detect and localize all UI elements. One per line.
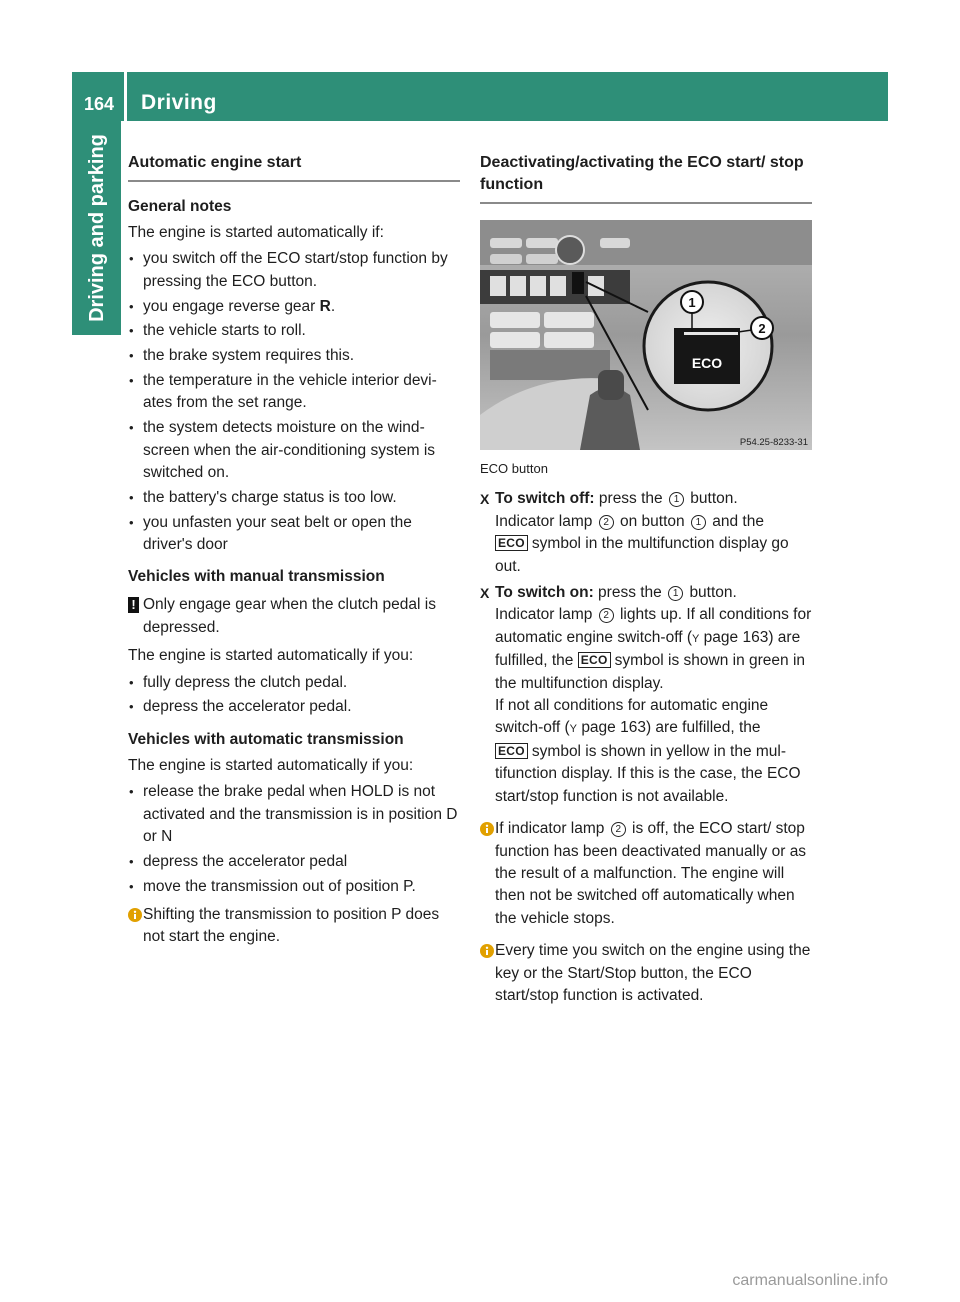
section-title: Driving [141, 91, 217, 114]
pageref-icon: Y [569, 723, 577, 736]
heading-automatic-engine-start: Automatic engine start [128, 152, 460, 182]
list-item: • the temperature in the vehicle interior deviates from the set range. [128, 370, 460, 415]
manual-warning-text: Only engage gear when the clutch pedal is depressed. [143, 596, 436, 636]
eco-button-figure [480, 220, 812, 450]
auto-intro: The engine is started automatically if you: [128, 756, 414, 774]
text: lights up. If all conditions for automatic engine switch-off ( [495, 606, 812, 646]
heading-automatic: Vehicles with automatic transmission [128, 730, 404, 748]
text: page 163) are fulfilled, the [581, 719, 761, 737]
list-item: • the battery's charge status is too low. [128, 487, 460, 509]
auto-list [128, 781, 460, 898]
text: is off, the ECO start/ stop function has been deactivated manually or as the result of a malfunction. The engine will then not be switched off automatically when the vehicle stops. [495, 820, 807, 927]
header-divider [124, 72, 127, 121]
manual-list [128, 672, 460, 719]
callout-2-icon: 2 [599, 515, 614, 530]
figure-callout-1: 1 [688, 295, 696, 310]
right-column [480, 152, 812, 1013]
figure-callout-2: 2 [758, 321, 766, 336]
list-item: • depress the accelerator pedal. [128, 696, 460, 718]
text: press the [598, 490, 663, 508]
list-item: • the brake system requires this. [128, 345, 460, 367]
heading-general-notes: General notes [128, 198, 232, 215]
eco-symbol-icon: ECO [495, 743, 528, 759]
text: If not all conditions for automatic engine switch-off ( [495, 697, 769, 737]
text: page 163) are fulfilled, the [495, 628, 801, 670]
auto-note-text: Shifting the transmission to position P does not start the engine. [143, 906, 440, 946]
list-item: • you unfasten your seat belt or open the driver's door [128, 512, 460, 557]
callout-1-icon: 1 [691, 515, 706, 530]
general-intro: The engine is started automatically if: [128, 224, 384, 241]
list-item: • depress the accelerator pedal [128, 851, 460, 873]
text: button. [690, 490, 738, 508]
gear-r: R [319, 297, 331, 315]
list-item: • release the brake pedal when HOLD is not activated and the transmission is in position D or N [128, 781, 460, 848]
console-illustration [480, 220, 812, 450]
callout-2-icon: 2 [599, 608, 614, 623]
info-icon [480, 944, 494, 958]
text: symbol is shown in green in the multifunction display. [495, 652, 806, 692]
figure-caption: ECO button [480, 461, 548, 476]
note-activated [480, 940, 812, 1007]
eco-symbol-icon: ECO [495, 535, 528, 551]
text: button. [689, 584, 737, 602]
manual-warning [128, 594, 460, 639]
text: Indicator lamp [495, 512, 593, 530]
step-switch-on [480, 582, 812, 808]
warning-icon: ! [128, 597, 139, 613]
list-item: • move the transmission out of position P. [128, 876, 460, 898]
step-arrow-icon: X [480, 585, 490, 602]
note-indicator-off [480, 818, 812, 930]
left-column [128, 152, 460, 955]
list-item: • the system detects moisture on the windscreen when the air-conditioning system is switched on. [128, 417, 460, 484]
text: press the [598, 584, 662, 602]
general-list [128, 248, 460, 556]
pageref-icon: Y [692, 632, 700, 645]
list-item-text: you engage reverse gear [143, 297, 320, 315]
page-number: 164 [84, 94, 115, 114]
list-item: • you engage reverse gear R. [128, 296, 460, 318]
step-switch-off [480, 488, 812, 578]
watermark: carmanualsonline.info [732, 1272, 888, 1289]
text: symbol in the multifunction display go out. [495, 535, 789, 575]
list-item: • you switch off the ECO start/stop function by pressing the ECO button. [128, 248, 460, 293]
callout-1-icon: 1 [668, 586, 683, 601]
text: Indicator lamp [495, 606, 593, 624]
switch-on-label: To switch on: [495, 584, 594, 602]
eco-symbol-icon: ECO [578, 652, 611, 668]
info-icon [480, 822, 494, 836]
figure-code: P54.25-8233-31 [739, 437, 808, 448]
callout-2-icon: 2 [611, 822, 626, 837]
list-item: • fully depress the clutch pedal. [128, 672, 460, 694]
callout-1-icon: 1 [669, 492, 684, 507]
text: symbol is shown in yellow in the multifunction display. If this is the case, the ECO start/stop function is not available. [495, 742, 801, 805]
info-icon [128, 908, 142, 922]
switch-off-label: To switch off: [495, 490, 595, 508]
text: and the [712, 512, 764, 530]
auto-note [128, 904, 460, 949]
text: on button [619, 512, 685, 530]
heading-manual: Vehicles with manual transmission [128, 568, 385, 586]
text: If indicator lamp [495, 820, 605, 838]
side-tab-label: Driving and parking [86, 134, 108, 322]
manual-intro: The engine is started automatically if you: [128, 647, 414, 665]
heading-eco-function: Deactivating/activating the ECO start/ stop function [480, 152, 812, 204]
step-arrow-icon: X [480, 491, 490, 508]
figure-eco-label: ECO [691, 355, 723, 371]
text: Every time you switch on the engine using the key or the Start/Stop button, the ECO start/stop function is activated. [495, 942, 811, 1004]
list-item: • the vehicle starts to roll. [128, 320, 460, 342]
